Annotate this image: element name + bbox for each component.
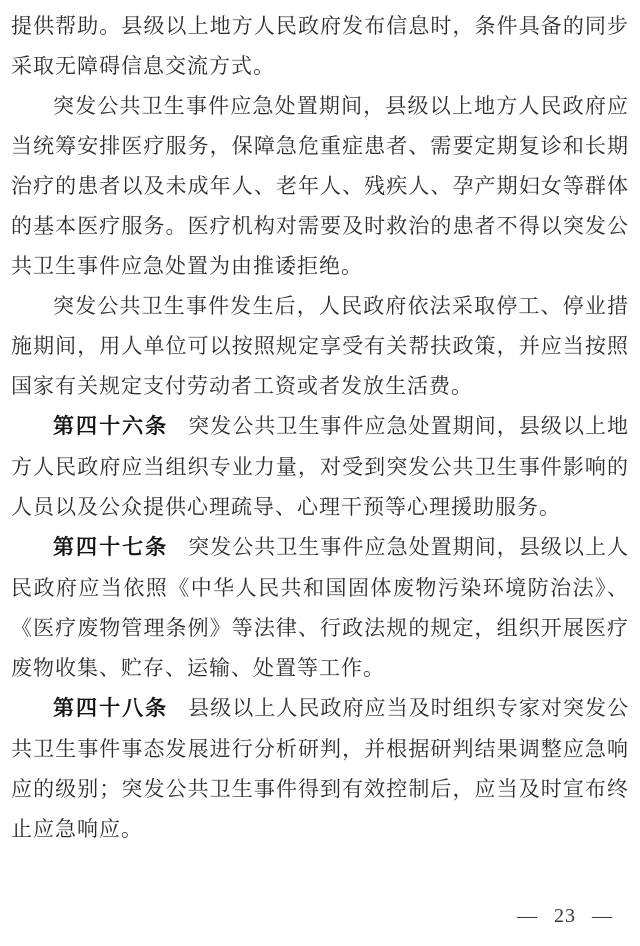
article-number: 第四十八条 — [53, 697, 169, 720]
page-number: — 23 — — [517, 905, 613, 927]
paragraph: 突发公共卫生事件发生后，人民政府依法采取停工、停业措施期间，用人单位可以按照规定享受有关帮扶政策，并应当按照国家有关规定支付劳动者工资或者发放生活费。 — [11, 294, 629, 398]
article-text: 县级以上人民政府应当及时组织专家对突发公共卫生事件事态发展进行分析研判，并根据研判结果调整应急响应的级别；突发公共卫生事件得到有效控制后，应当及时宣布终止应急响应。 — [11, 696, 630, 841]
article-number: 第四十七条 — [53, 536, 169, 559]
article-text: 突发公共卫生事件应急处置期间，县级以上人民政府应当依照《中华人民共和国固体废物污染环境防治法》、《医疗废物管理条例》等法律、行政法规的规定，组织开展医疗废物收集、贮存、运输、处置等工作。 — [11, 535, 630, 680]
paragraph-continuation: 提供帮助。县级以上地方人民政府发布信息时，条件具备的同步采取无障碍信息交流方式。 — [11, 14, 629, 78]
paragraph-article-47 — [11, 527, 629, 688]
paragraph-article-48 — [11, 688, 629, 849]
paragraph: 突发公共卫生事件应急处置期间，县级以上地方人民政府应当统筹安排医疗服务，保障急危重症患者、需要定期复诊和长期治疗的患者以及未成年人、老年人、残疾人、孕产期妇女等群体的基本医疗服务。医疗机构对需要及时救治的患者不得以突发公共卫生事件应急处置为由推诿拒绝。 — [11, 94, 629, 278]
article-text: 突发公共卫生事件应急处置期间，县级以上地方人民政府应当组织专业力量，对受到突发公共卫生事件影响的人员以及公众提供心理疏导、心理干预等心理援助服务。 — [11, 414, 630, 519]
paragraph-article-46 — [11, 406, 629, 527]
article-number: 第四十六条 — [53, 415, 169, 438]
